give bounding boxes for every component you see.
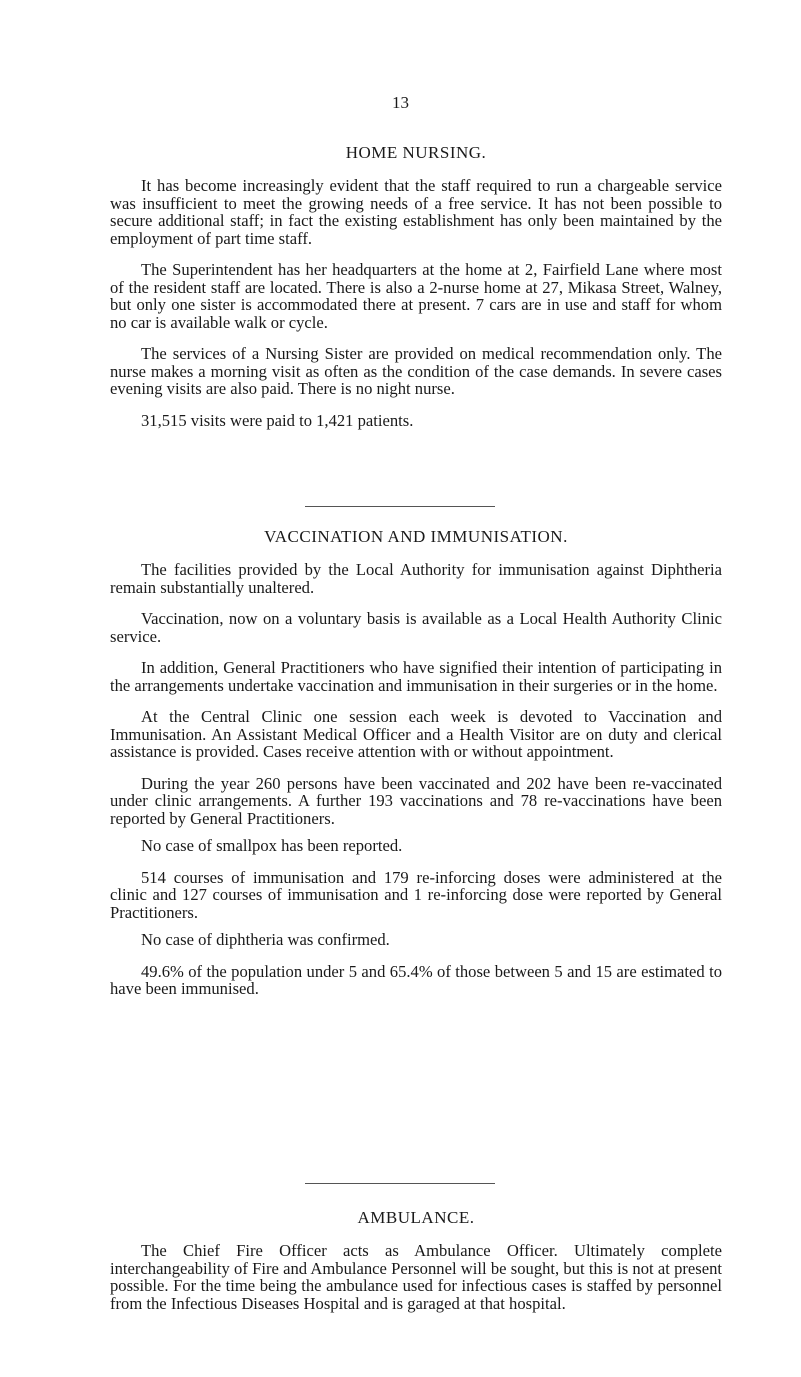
paragraph: The Superintendent has her headquarters at the home at 2, Fairfield Lane where most of the resident staff are located. There is also a 2-nurse home at 27, Mikasa Street, Walney, but only one sister is accommodated there at present. 7 cars are in use and staff for whom no car is available walk or cycle. xyxy=(110,260,722,332)
section-divider xyxy=(305,506,495,507)
paragraph: It has become increasingly evident that the staff required to run a chargeable service was insufficient to meet the growing needs of a free service. It has not been possible to secure additional staff; in fact the existing establishment has only been maintained by the employment of part time staff. xyxy=(110,176,722,248)
paragraph: 514 courses of immunisation and 179 re-inforcing doses were administered at the clinic and 127 courses of immunisation and 1 re-inforcing dose were reported by General Practitioners. xyxy=(110,867,722,922)
paragraph: The Chief Fire Officer acts as Ambulance Officer. Ultimately complete interchangeability of Fire and Ambulance Personnel will be sought, but this is not at present possible. For the time being the ambulance used for infectious cases is staffed by personnel from the Infectious Diseases Hospital and is garaged at that hospital. xyxy=(110,1241,722,1313)
page-number: 13 xyxy=(392,93,409,112)
section-home-nursing xyxy=(110,143,722,443)
paragraph: The services of a Nursing Sister are provided on medical recommendation only. The nurse makes a morning visit as often as the condition of the case demands. In severe cases evening visits are also paid. There is no night nurse. xyxy=(110,344,722,398)
paragraph: During the year 260 persons have been vaccinated and 202 have been re-vaccinated under clinic arrangements. A further 193 vaccinations and 78 re-vaccinations have been reported by General Practitioners. xyxy=(110,773,722,828)
paragraph: At the Central Clinic one session each week is devoted to Vaccination and Immunisation. An Assistant Medical Officer and a Health Visitor are on duty and clerical assistance is provided. Cases receive attention with or without appointment. xyxy=(110,707,722,761)
paragraph: The facilities provided by the Local Authority for immunisation against Diphtheria remain substantially unaltered. xyxy=(110,560,722,597)
paragraph: No case of smallpox has been reported. xyxy=(141,836,403,855)
section-divider xyxy=(305,1183,495,1184)
paragraph: No case of diphtheria was confirmed. xyxy=(141,930,390,949)
paragraph: In addition, General Practitioners who have signified their intention of participating in the arrangements undertake vaccination and immunisation in their surgeries or in the home. xyxy=(110,658,722,695)
heading-vaccination: VACCINATION AND IMMUNISATION. xyxy=(264,527,568,546)
heading-home-nursing: HOME NURSING. xyxy=(345,143,487,162)
paragraph: 49.6% of the population under 5 and 65.4% of those between 5 and 15 are estimated to have been immunised. xyxy=(110,961,722,998)
heading-ambulance: AMBULANCE. xyxy=(357,1208,475,1227)
section-vaccination xyxy=(110,527,722,1012)
section-ambulance xyxy=(110,1208,722,1326)
paragraph: Vaccination, now on a voluntary basis is available as a Local Health Authority Clinic service. xyxy=(110,609,722,646)
paragraph: 31,515 visits were paid to 1,421 patients. xyxy=(141,410,414,430)
